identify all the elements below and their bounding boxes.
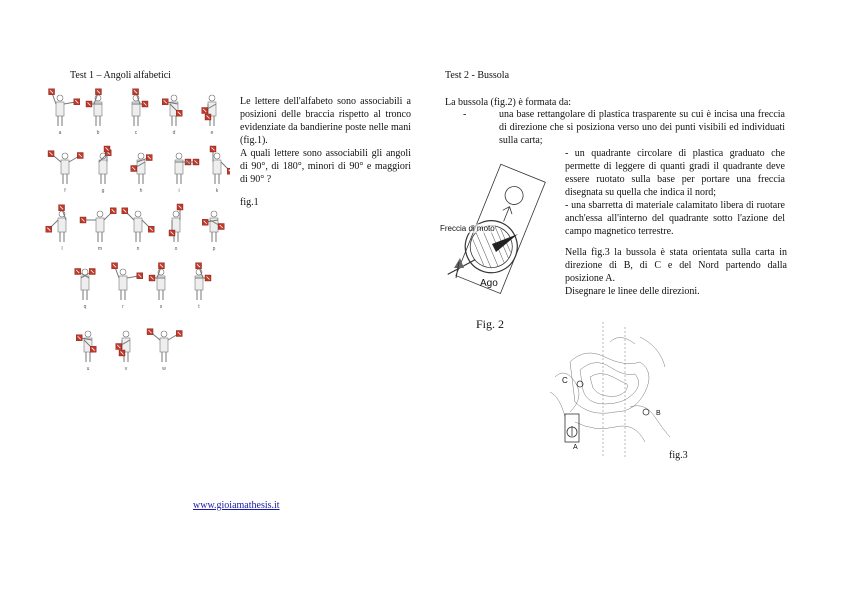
fig2-caption: Fig. 2 [476, 317, 505, 331]
semaphore-chart [40, 88, 230, 388]
semaphore-letter-label: o [174, 246, 178, 252]
test1-paragraph-1: Le lettere dell'alfabeto sono associabili a posizioni delle braccia rispetto al tronco evidenziate da bandierine poste nelle mani (fig.1). [240, 96, 411, 146]
semaphore-letter-label: v [124, 366, 128, 372]
semaphore-figure-m [80, 208, 116, 252]
map-figure [545, 322, 675, 457]
semaphore-letter-label: l [61, 246, 63, 252]
semaphore-letter-label: d [172, 130, 176, 136]
semaphore-figure-h [131, 153, 152, 194]
semaphore-figure-g [99, 146, 111, 194]
test2-intro: La bussola (fig.2) è formata da: [445, 97, 572, 108]
semaphore-figure-e [202, 95, 216, 136]
fig1-semaphore-figure [40, 88, 230, 388]
test2-bullet-1 [445, 108, 785, 147]
semaphore-letter-label: e [210, 130, 214, 136]
semaphore-figure-p [202, 211, 224, 252]
semaphore-figure-w [147, 329, 182, 372]
semaphore-letter-label: f [64, 188, 66, 194]
bullet-1-text: una base rettangolare di plastica trasparente su cui è incisa una freccia di direzione che si posiziona verso uno dei punti visibili ed individuati sulla carta; [499, 109, 785, 146]
test1-paragraph-2: A quali lettere sono associabili gli angoli di 90°, di 180°, minori di 90° e maggiori di 90° ? [240, 148, 411, 185]
semaphore-figure-q [75, 269, 96, 311]
semaphore-letter-label: b [96, 130, 100, 136]
semaphore-letter-label: g [101, 188, 105, 194]
semaphore-figure-c [132, 89, 148, 136]
semaphore-figure-v [116, 331, 130, 372]
fig3-caption: fig.3 [669, 450, 688, 461]
flag-icon [227, 168, 230, 174]
semaphore-figure-u [76, 331, 96, 372]
website-link[interactable]: www.gioiamathesis.it [193, 500, 280, 511]
semaphore-letter-label: r [122, 304, 124, 310]
semaphore-figure-o [169, 204, 183, 252]
topographic-map [545, 322, 675, 457]
test1-title: Test 1 – Angoli alfabetici [70, 70, 171, 81]
test2-paragraph-text: Nella fig.3 la bussola è stata orientata sulla carta in direzione di B, di C e del Nord partendo dalla posizione A. [565, 247, 787, 284]
test2-paragraph [565, 246, 787, 298]
semaphore-letter-label: q [83, 304, 87, 310]
semaphore-figure-i [175, 153, 199, 194]
test1-description [240, 95, 411, 186]
semaphore-letter-label: t [198, 304, 200, 310]
semaphore-figure-s [149, 263, 165, 310]
semaphore-figure-a [49, 89, 80, 136]
semaphore-letter-label: c [134, 130, 138, 136]
bullet-dash: - [463, 109, 467, 120]
semaphore-letter-label: i [178, 188, 180, 194]
fig1-label: fig.1 [240, 197, 259, 208]
test2-instruction: Disegnare le linee delle direzioni. [565, 286, 700, 297]
semaphore-letter-label: n [136, 246, 140, 252]
semaphore-figure-t [195, 263, 211, 310]
semaphore-letter-label: s [159, 304, 163, 310]
semaphore-letter-label: u [86, 366, 90, 372]
semaphore-figure-l [46, 205, 66, 252]
semaphore-figure-f [48, 151, 83, 194]
semaphore-letter-label: k [215, 188, 219, 194]
map-label-a: A [573, 444, 578, 451]
semaphore-letter-label: w [162, 366, 166, 372]
semaphore-figure-d [162, 95, 182, 136]
semaphore-letter-label: m [97, 246, 103, 252]
semaphore-figure-n [122, 208, 154, 252]
test2-title: Test 2 - Bussola [445, 70, 510, 81]
test2-bullet-3: - una sbarretta di materiale calamitato libera di ruotare anch'essa all'interno del quadrante sotto l'azione del campo magnetico terrestre. [565, 200, 785, 237]
semaphore-letter-label: p [212, 246, 216, 252]
label-freccia-di-moto: Freccia di moto [440, 224, 495, 233]
label-ago: Ago [480, 278, 498, 289]
semaphore-letter-label: h [139, 188, 143, 194]
map-label-c: C [562, 376, 568, 385]
map-label-b: B [656, 410, 661, 417]
test2-bullet-2: - un quadrante circolare di plastica graduato che permette di leggere di quanti gradi il quadrante deve essere ruotato sulla base per portare una freccia disegnata su quella che indica il nord; [565, 148, 785, 198]
semaphore-figure-b [86, 89, 102, 136]
semaphore-figure-k [210, 146, 230, 194]
semaphore-letter-label: a [58, 130, 62, 136]
compass-figure [438, 160, 558, 295]
semaphore-figure-r [112, 263, 143, 310]
